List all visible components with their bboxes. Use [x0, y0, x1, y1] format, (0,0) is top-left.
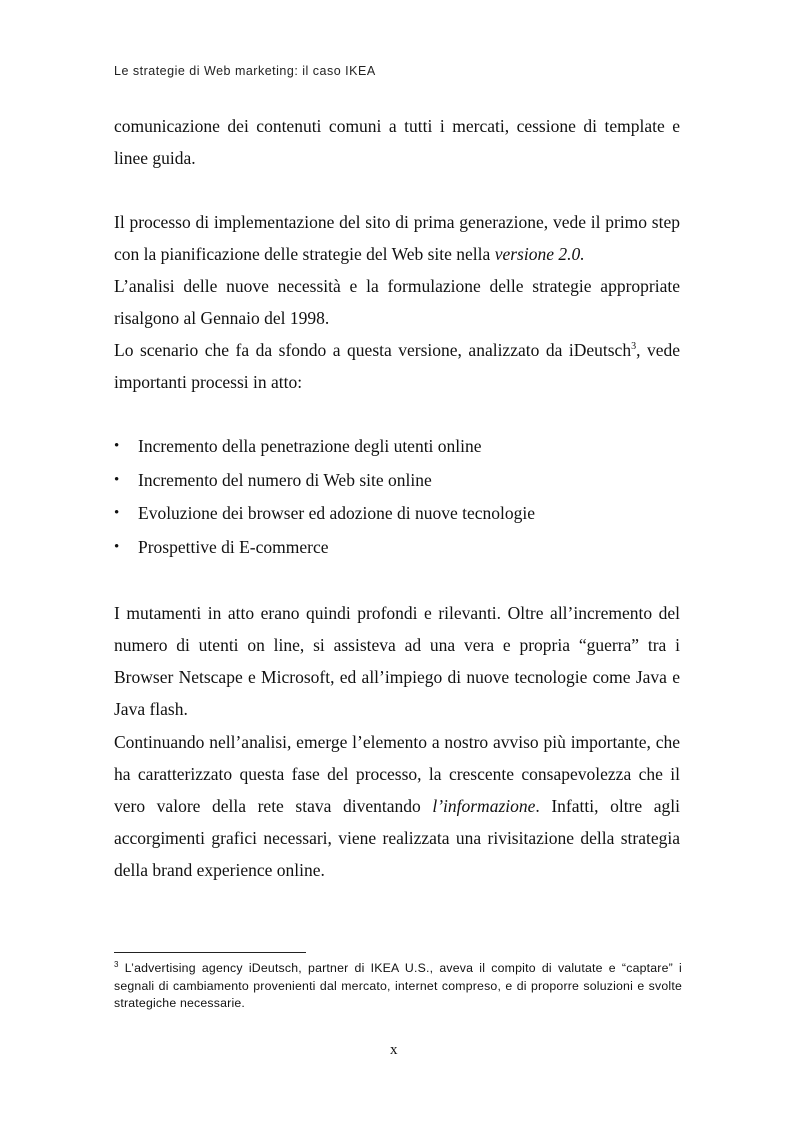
paragraph-5: I mutamenti in atto erano quindi profondi e rilevanti. Oltre all’incremento del numero di utenti on line, si assisteva ad una vera e propria “guerra” tra i Browser Netscape e Microsoft, ed all’impiego di nuove tecnologie come Java e Java flash. [114, 603, 680, 719]
bullet-icon: • [114, 538, 120, 555]
list-item [114, 531, 680, 565]
list-item [114, 430, 680, 464]
footnote-divider [114, 952, 306, 953]
paragraph-6-italic: l’informazione [432, 796, 536, 816]
bullet-icon: • [114, 505, 120, 521]
paragraph-2 [114, 206, 680, 270]
page-number: x [390, 1042, 398, 1058]
list-item-text: Evoluzione dei browser ed adozione di nuove tecnologie [138, 503, 536, 523]
paragraph-6-text: Continuando nell’analisi, emerge l’elemento a nostro avviso più importante, che ha caratterizzato questa fase del processo, la crescente consapevolezza che il vero valore della rete stava diventando [114, 732, 680, 816]
list-item [114, 497, 680, 531]
paragraph-6-text-end: . Infatti, oltre agli accorgimenti grafici necessari, viene realizzata una rivisitazione della strategia della brand experience online. [114, 796, 680, 880]
paragraph-4-text: Lo scenario che fa da sfondo a questa versione, analizzato da iDeutsch [114, 340, 632, 360]
bullet-list [114, 430, 680, 564]
paragraph-6 [114, 726, 680, 886]
list-item-text: Incremento della penetrazione degli utenti online [138, 436, 482, 456]
running-header: Le strategie di Web marketing: il caso IKEA [114, 64, 376, 78]
paragraph-2-text: Il processo di implementazione del sito di prima generazione, vede il primo step con la pianificazione delle strategie del Web site nella [114, 212, 680, 264]
footnote [114, 960, 682, 1013]
list-item-text: Prospettive di E-commerce [138, 536, 329, 557]
bullet-icon: • [114, 471, 120, 488]
footnote-text: L’advertising agency iDeutsch, partner di IKEA U.S., aveva il compito di valutate e “captare” i segnali di cambiamento provenienti dal mercato, internet compreso, e di proporre soluzioni e svolte strategiche necessarie. [114, 961, 682, 1010]
footnote-ref[interactable]: 3 [631, 341, 637, 353]
footnote-marker: 3 [114, 959, 119, 969]
paragraph-1: comunicazione dei contenuti comuni a tutti i mercati, cessione di template e linee guida. [114, 116, 680, 168]
paragraph-3: L’analisi delle nuove necessità e la formulazione delle strategie appropriate risalgono al Gennaio del 1998. [114, 276, 680, 328]
bullet-icon: • [114, 438, 120, 454]
list-item [114, 464, 680, 498]
paragraph-2-italic: versione 2.0. [494, 244, 585, 264]
paragraph-4 [114, 334, 680, 398]
paragraph-4-text-end: , vede importanti processi in atto: [114, 340, 680, 392]
list-item-text: Incremento del numero di Web site online [138, 469, 432, 490]
